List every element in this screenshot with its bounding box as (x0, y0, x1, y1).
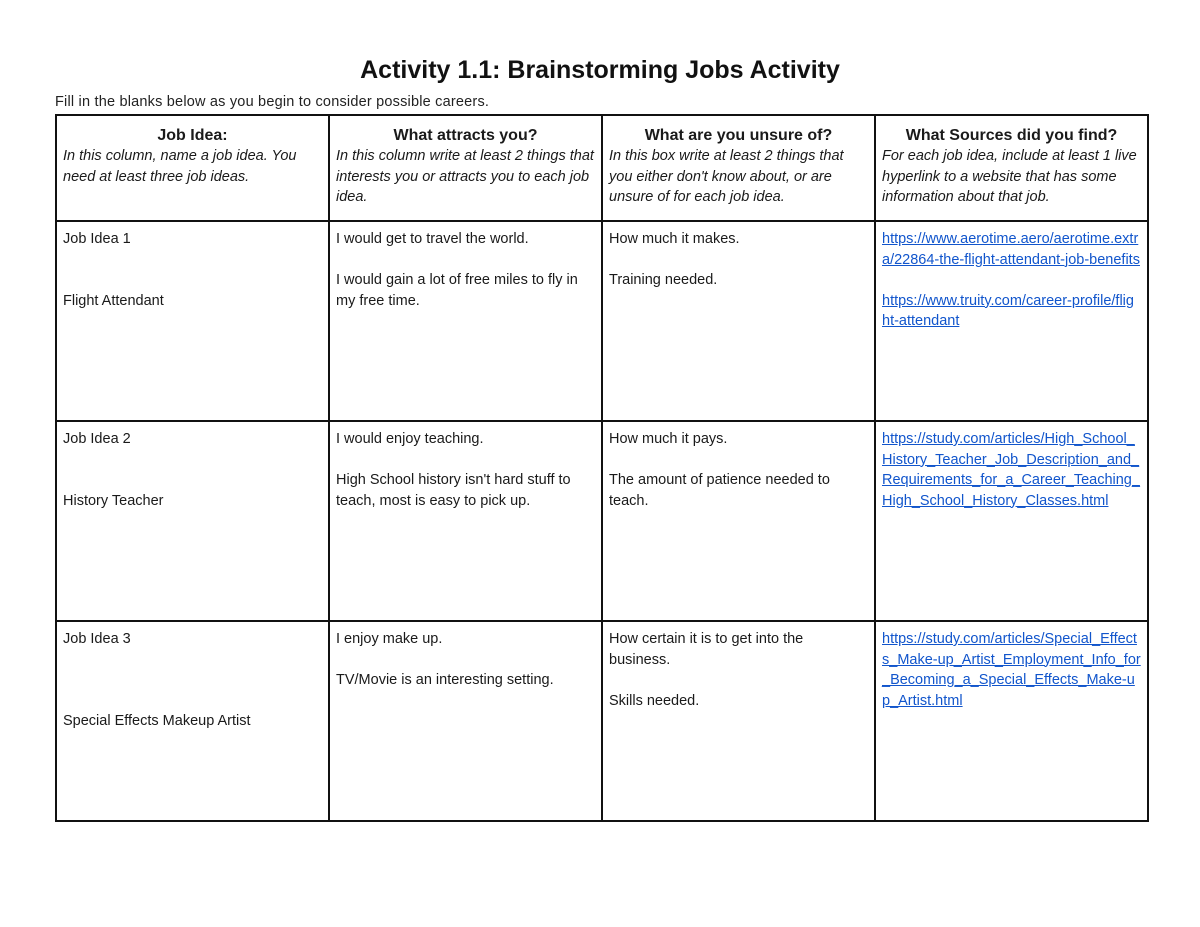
brainstorm-table (55, 114, 1149, 822)
header-description: In this box write at least 2 things that you either don't know about, or are unsure of for each job idea. (609, 148, 844, 205)
attracts-cell (329, 421, 602, 621)
table-row (56, 221, 1148, 421)
header-description: In this column, name a job idea. You need at least three job ideas. (63, 148, 297, 185)
header-description: For each job idea, include at least 1 live hyperlink to a website that has some information about that job. (882, 148, 1137, 205)
attracts-cell (329, 621, 602, 821)
source-link[interactable]: https://www.truity.com/career-profile/flight-attendant (882, 292, 1134, 329)
job-idea-cell (56, 421, 329, 621)
sources-cell (875, 421, 1148, 621)
source-link[interactable]: https://www.aerotime.aero/aerotime.extra/22864-the-flight-attendant-job-benefits (882, 231, 1140, 268)
page-title: Activity 1.1: Brainstorming Jobs Activity (360, 56, 840, 84)
attract-item: I would enjoy teaching. (336, 431, 484, 447)
header-unsure (602, 115, 875, 221)
attract-item: TV/Movie is an interesting setting. (336, 672, 554, 688)
unsure-item: Training needed. (609, 272, 718, 288)
unsure-cell (602, 221, 875, 421)
source-link[interactable]: https://study.com/articles/High_School_History_Teacher_Job_Description_and_Requirements_for_a_Career_Teaching_High_School_History_Classes.html (882, 431, 1140, 509)
attract-item: High School history isn't hard stuff to teach, most is easy to pick up. (336, 472, 571, 509)
instructions-text: Fill in the blanks below as you begin to consider possible careers. (55, 94, 490, 110)
source-link[interactable]: https://study.com/articles/Special_Effects_Make-up_Artist_Employment_Info_for_Becoming_a_Special_Effects_Make-up_Artist.html (882, 631, 1141, 709)
header-attracts (329, 115, 602, 221)
unsure-item: How much it pays. (609, 431, 728, 447)
job-idea-name: Flight Attendant (63, 292, 164, 309)
sources-cell (875, 221, 1148, 421)
attract-item: I would get to travel the world. (336, 231, 529, 247)
header-title: What Sources did you find? (905, 127, 1118, 144)
job-idea-cell (56, 221, 329, 421)
table-row (56, 421, 1148, 621)
job-idea-label: Job Idea 3 (63, 631, 131, 647)
job-idea-label: Job Idea 2 (63, 431, 131, 447)
unsure-item: How much it makes. (609, 231, 740, 247)
unsure-cell (602, 421, 875, 621)
header-title: What are you unsure of? (644, 127, 833, 144)
unsure-item: The amount of patience needed to teach. (609, 472, 830, 509)
header-job-idea (56, 115, 329, 221)
attracts-cell (329, 221, 602, 421)
job-idea-name: Special Effects Makeup Artist (63, 713, 251, 729)
header-title: Job Idea: (157, 127, 228, 144)
unsure-cell (602, 621, 875, 821)
attract-item: I enjoy make up. (336, 631, 443, 647)
header-description: In this column write at least 2 things that interests you or attracts you to each job idea. (336, 148, 594, 205)
unsure-item: How certain it is to get into the business. (609, 631, 804, 668)
job-idea-name: History Teacher (63, 492, 164, 509)
unsure-item: Skills needed. (609, 692, 700, 709)
job-idea-label: Job Idea 1 (63, 231, 131, 247)
attract-item: I would gain a lot of free miles to fly in my free time. (336, 272, 578, 309)
table-row (56, 621, 1148, 821)
table-header-row (56, 115, 1148, 221)
sources-cell (875, 621, 1148, 821)
job-idea-cell (56, 621, 329, 821)
header-title: What attracts you? (393, 127, 538, 144)
header-sources (875, 115, 1148, 221)
